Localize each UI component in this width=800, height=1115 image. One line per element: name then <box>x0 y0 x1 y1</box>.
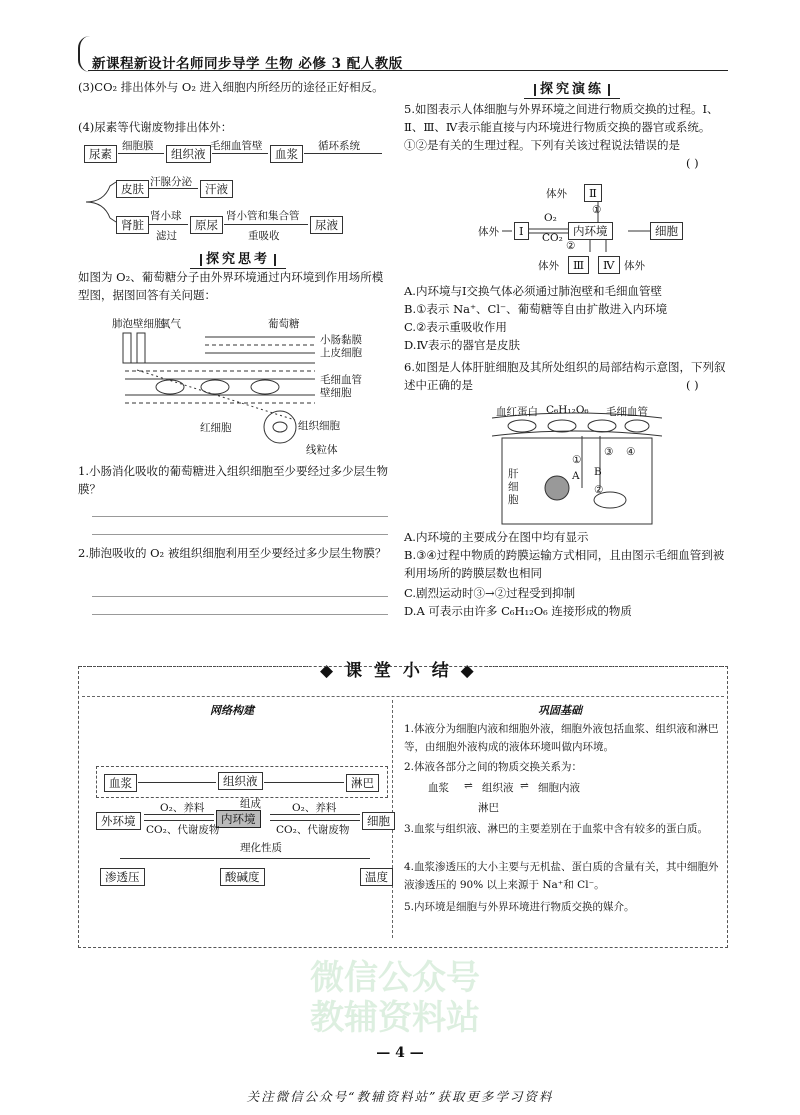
q5-option-c: C.②表示重吸收作用 <box>404 320 507 334</box>
q5-option-d: D.Ⅳ表示的器官是皮肤 <box>404 338 520 352</box>
flow-sweat-secretion: 汗腺分泌 <box>150 176 192 188</box>
q6-hemoglobin: 血红蛋白 <box>496 406 538 418</box>
net-inner-env: 内环境 <box>216 810 261 828</box>
q6-liver: 肝细胞 <box>508 468 519 506</box>
net-o2-food-right: O₂、养料 <box>292 802 337 814</box>
q5-box-IV: Ⅳ <box>598 256 620 274</box>
answer-line[interactable] <box>92 516 388 517</box>
answer-paren: ( ) <box>686 378 699 392</box>
summary-title-text: 课 堂 小 结 <box>345 661 452 681</box>
question-5: 5.如图表示人体细胞与外界环境之间进行物质交换的过程。Ⅰ、Ⅱ、Ⅲ、Ⅳ表示能直接与内环境进行物质交换的器官或系统。①②是有关的生理过程。下列有关该过程说法错误的是 <box>404 102 719 152</box>
net-plasma: 血浆 <box>104 774 137 792</box>
network-heading: 网络构建 <box>210 704 254 717</box>
q5-outside-top: 体外 <box>546 188 567 200</box>
fig-label-tissue-cell: 组织细胞 <box>298 420 340 432</box>
fig-label-intestine: 小肠黏膜上皮细胞 <box>320 334 362 359</box>
q6-option-a: A.内环境的主要成分在图中均有显示 <box>404 530 589 544</box>
q5-box-I: Ⅰ <box>514 222 529 240</box>
q6-option-d: D.A 可表示由许多 C₆H₁₂O₆ 连接形成的物质 <box>404 604 632 618</box>
flow-cell-membrane: 细胞膜 <box>122 140 154 152</box>
consolidate-heading: 巩固基础 <box>538 704 582 717</box>
paragraph-4: (4)尿素等代谢废物排出体外： <box>78 120 233 134</box>
answer-line[interactable] <box>92 534 388 535</box>
q5-option-b: B.①表示 Na⁺、Cl⁻、葡萄糖等自由扩散进入内环境 <box>404 302 668 316</box>
summary-point-4: 4.血浆渗透压的大小主要与无机盐、蛋白质的含量有关，其中细胞外液渗透压的 90% 以上来源于 Na⁺和 Cl⁻。 <box>404 861 719 891</box>
flow-tissue-fluid: 组织液 <box>166 145 211 163</box>
summary-title: ◆ 课 堂 小 结 ◆ <box>310 656 487 681</box>
fig-label-oxygen: 氧气 <box>160 318 181 330</box>
answer-line[interactable] <box>92 614 388 615</box>
fig-label-mito: 线粒体 <box>306 444 338 456</box>
q6-circle-4: ④ <box>626 446 636 458</box>
footer-note: 关注微信公众号“教辅资料站”获取更多学习资料 <box>246 1089 554 1104</box>
q5-cell: 细胞 <box>650 222 683 240</box>
flow-reabsorption: 重吸收 <box>248 230 280 242</box>
header-bracket <box>78 36 90 72</box>
q6-label-a: A <box>572 470 580 482</box>
q5-outside-bottom-right: 体外 <box>624 260 645 272</box>
summary-point-2: 2.体液各部分之间的物质交换关系为： <box>404 761 583 773</box>
q5-outside-left: 体外 <box>478 226 499 238</box>
summary-point-5: 5.内环境是细胞与外界环境进行物质交换的媒介。 <box>404 901 635 913</box>
net-osmotic: 渗透压 <box>100 868 145 886</box>
q6-option-b: B.③④过程中物质的跨膜运输方式相同，且由图示毛细血管到被利用场所的跨膜层数也相同 <box>404 548 725 580</box>
fig-label-rbc: 红细胞 <box>200 422 232 434</box>
question-2: 2.肺泡吸收的 O₂ 被组织细胞利用至少要经过多少层生物膜？ <box>78 546 387 560</box>
section-practice-heading: 探究演练 <box>524 78 620 99</box>
exch-plasma: 血浆 <box>428 782 449 794</box>
net-physchem: 理化性质 <box>240 842 282 854</box>
net-outer-env: 外环境 <box>96 812 141 830</box>
q5-option-a: A.内环境与Ⅰ交换气体必须通过肺泡壁和毛细血管壁 <box>404 284 663 298</box>
q5-circle-2: ② <box>566 240 576 252</box>
exch-lymph: 淋巴 <box>478 802 499 814</box>
section-think-heading: 探究思考 <box>190 248 286 269</box>
q5-circle-1: ① <box>592 204 602 216</box>
q5-inner-env: 内环境 <box>568 222 613 240</box>
q5-outside-bottom-left: 体外 <box>538 260 559 272</box>
flow-urea: 尿素 <box>84 145 117 163</box>
fig-label-alveolus: 肺泡壁细胞 <box>112 318 165 330</box>
net-co2-waste-left: CO₂、代谢废物 <box>146 824 220 836</box>
answer-paren: ( ) <box>686 156 699 170</box>
flow-skin: 皮肤 <box>116 180 149 198</box>
q5-box-III: Ⅲ <box>568 256 589 274</box>
exch-tissue: 组织液 <box>482 782 514 794</box>
flow-tubule: 肾小管和集合管 <box>226 210 300 222</box>
flow-urine: 尿液 <box>310 216 343 234</box>
header-rule <box>88 70 728 71</box>
q6-glucose: C₆H₁₂O₆ <box>546 404 589 416</box>
net-lymph: 淋巴 <box>346 774 379 792</box>
q6-circle-1: ① <box>572 454 582 466</box>
flow-glomerulus: 肾小球 <box>150 210 182 222</box>
q6-label-b: B <box>594 466 602 478</box>
answer-line[interactable] <box>92 596 388 597</box>
net-ph: 酸碱度 <box>220 868 265 886</box>
watermark-line-1: 微信公众号 <box>310 958 480 998</box>
think-intro: 如图为 O₂、葡萄糖分子由外界环境通过内环境到作用场所模型图，据图回答有关问题： <box>78 270 384 302</box>
net-temp: 温度 <box>360 868 393 886</box>
net-co2-waste-right: CO₂、代谢废物 <box>276 824 350 836</box>
watermark-line-2: 教辅资料站 <box>310 998 480 1038</box>
flow-primary-urine: 原尿 <box>190 216 223 234</box>
summary-point-1: 1.体液分为细胞内液和细胞外液，细胞外液包括血浆、组织液和淋巴等，由细胞外液构成的液体环境叫做内环境。 <box>404 723 719 753</box>
net-o2-food-left: O₂、养料 <box>160 802 205 814</box>
summary-point-3: 3.血浆与组织液、淋巴的主要差别在于血浆中含有较多的蛋白质。 <box>404 823 709 835</box>
flow-filtration: 滤过 <box>156 230 177 242</box>
paragraph-3: (3)CO₂ 排出体外与 O₂ 进入细胞内所经历的途径正好相反。 <box>78 80 384 94</box>
q6-circle-3: ③ <box>604 446 614 458</box>
q5-co2: CO₂ <box>542 232 563 244</box>
question-1: 1.小肠消化吸收的葡萄糖进入组织细胞至少要经过多少层生物膜？ <box>78 464 388 496</box>
q6-option-c: C.剧烈运动时③→②过程受到抑制 <box>404 586 576 600</box>
q5-o2: O₂ <box>544 212 557 224</box>
flow-capillary-wall: 毛细血管壁 <box>210 140 263 152</box>
fig-label-glucose: 葡萄糖 <box>268 318 300 330</box>
q6-circle-2: ② <box>594 484 604 496</box>
page-header-title: 新课程新设计名师同步导学 生物 必修 3 配人教版 <box>92 56 403 72</box>
exch-intra: 细胞内液 <box>538 782 580 794</box>
flow-circulation: 循环系统 <box>318 140 360 152</box>
question-6: 6.如图是人体肝脏细胞及其所处组织的局部结构示意图，下列叙述中正确的是 <box>404 360 726 392</box>
net-tissue-fluid: 组织液 <box>218 772 263 790</box>
flow-sweat: 汗液 <box>200 180 233 198</box>
q5-box-II: Ⅱ <box>584 184 602 202</box>
net-composition: 组成 <box>240 798 261 810</box>
flow-kidney: 肾脏 <box>116 216 149 234</box>
q6-capillary: 毛细血管 <box>606 406 648 418</box>
flow-plasma: 血浆 <box>270 145 303 163</box>
net-cell: 细胞 <box>362 812 395 830</box>
page-number: — 4 — <box>376 1045 424 1061</box>
fig-label-capillary: 毛细血管壁细胞 <box>320 374 362 399</box>
